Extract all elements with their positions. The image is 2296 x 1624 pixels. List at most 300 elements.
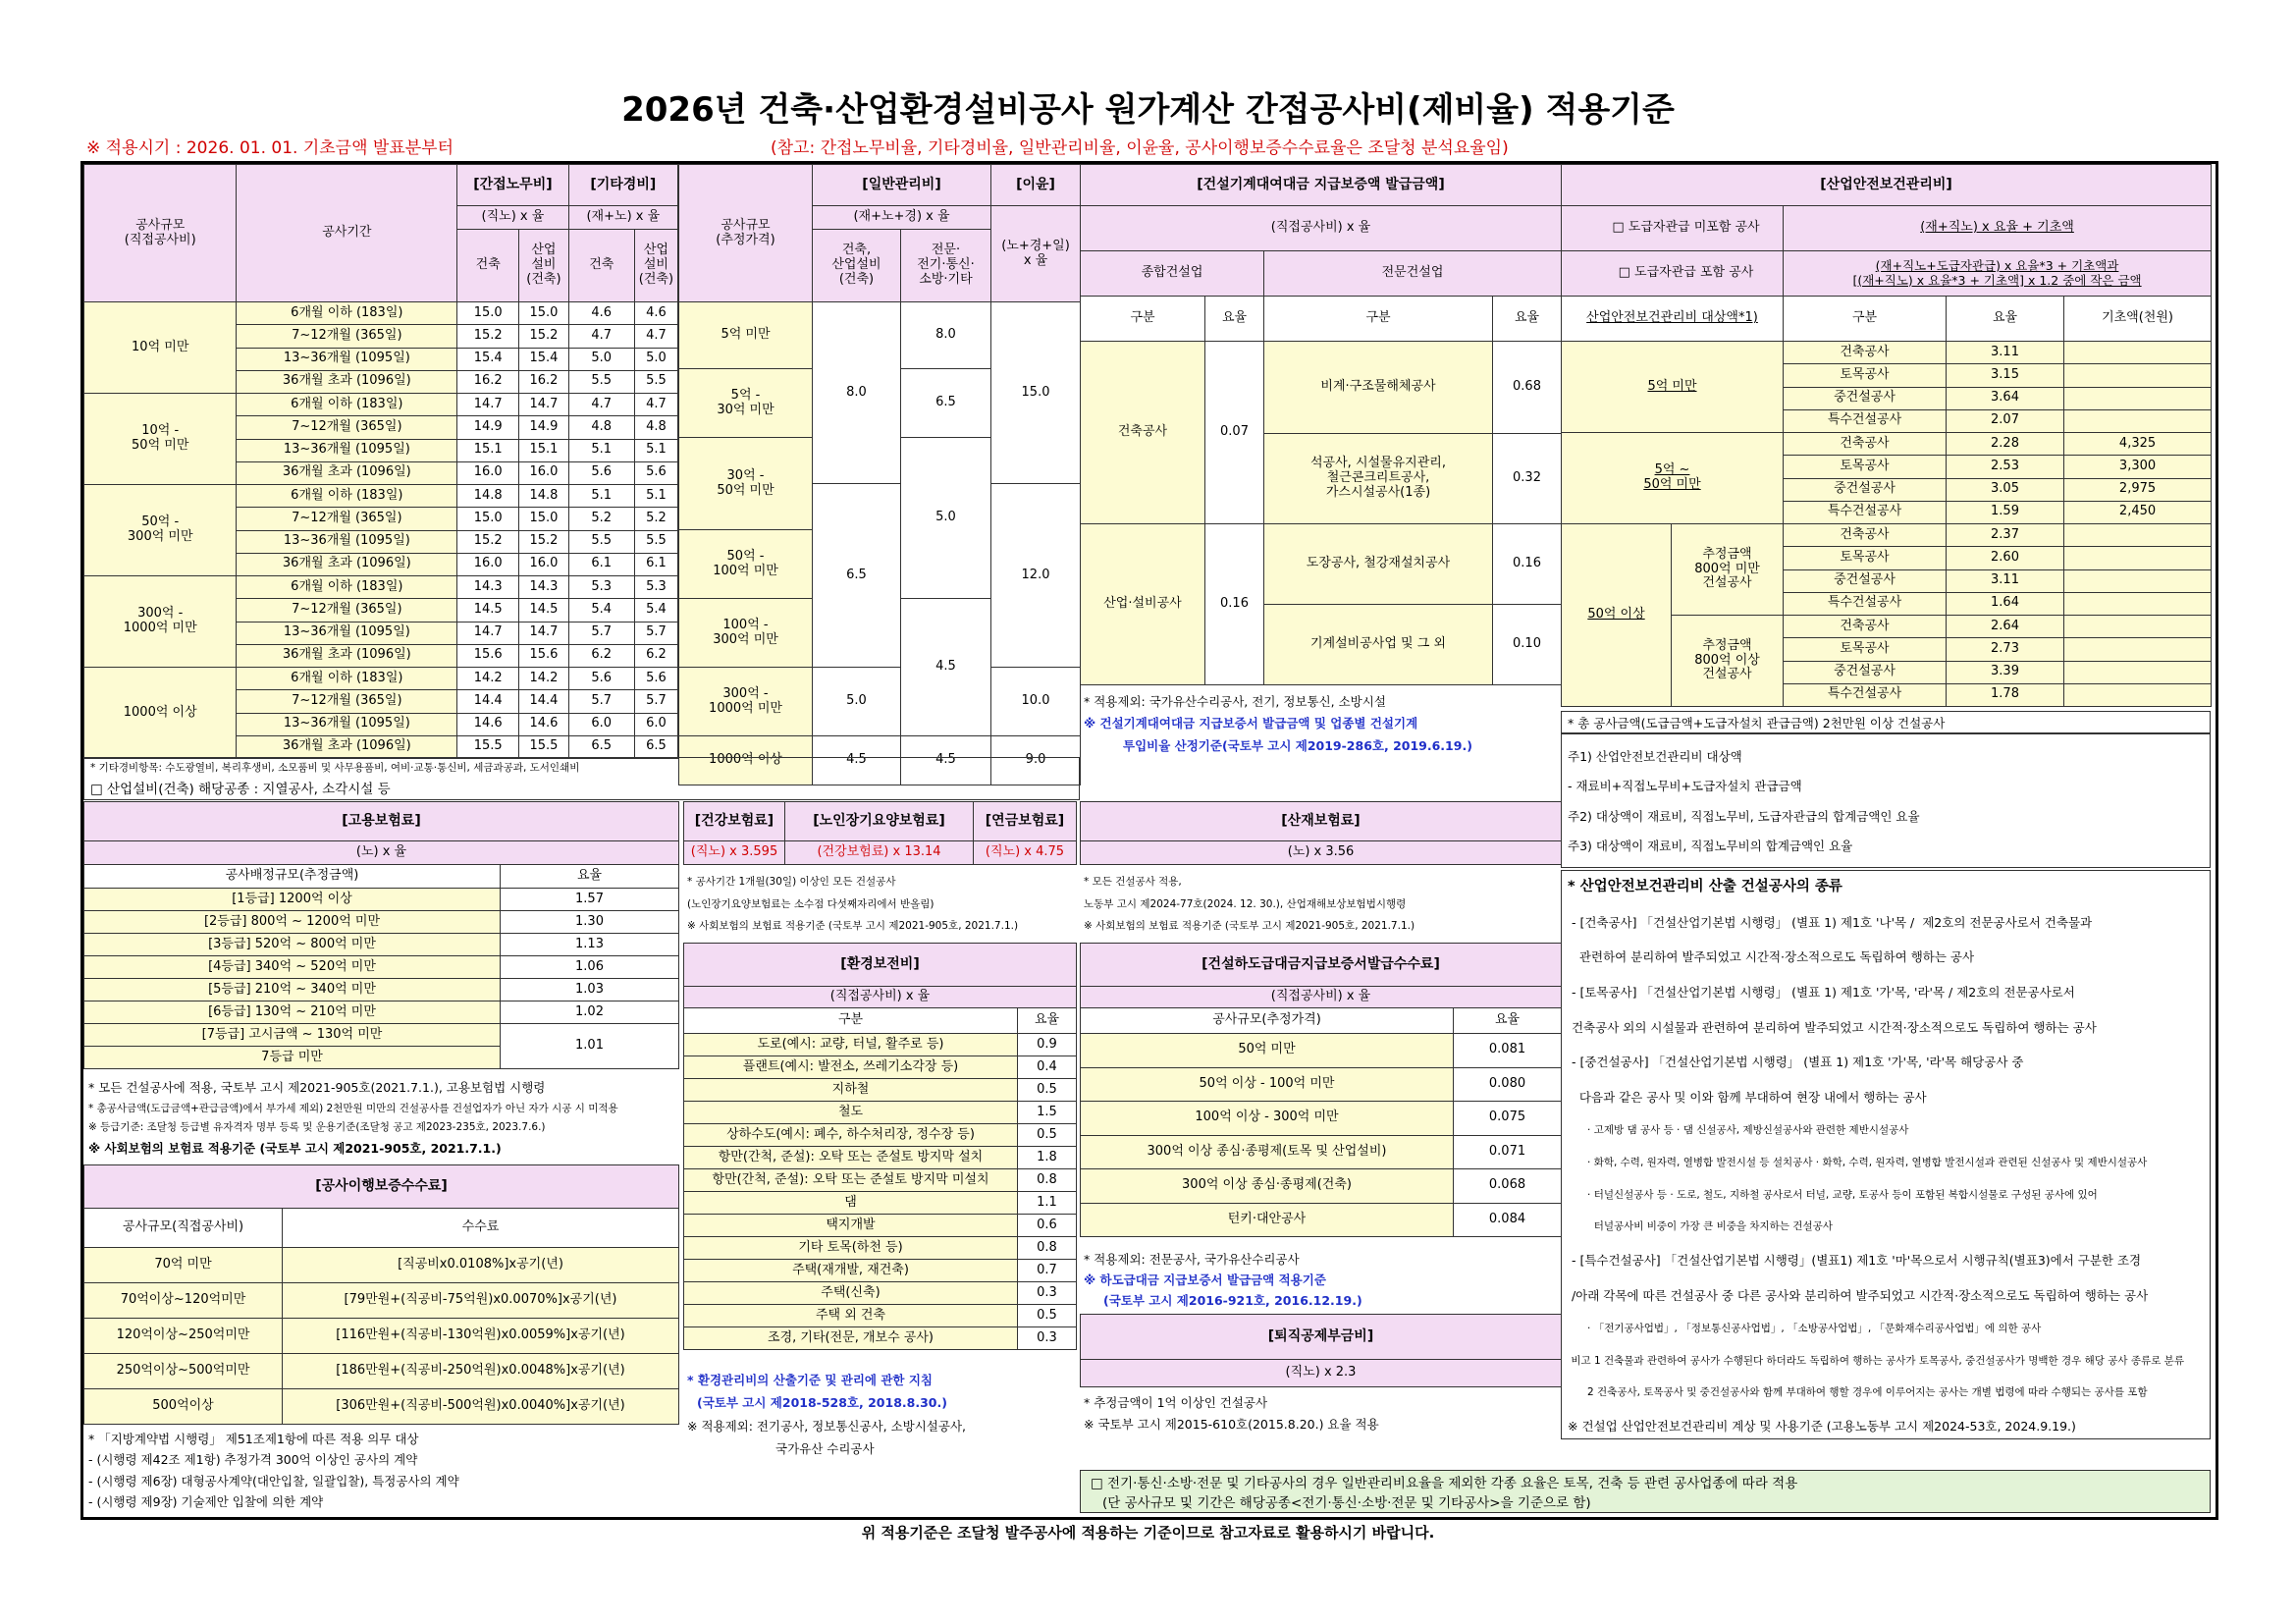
period-cell: 7~12개월 (365일) [237, 690, 457, 713]
safety-case2-formula: (재+직노+도급자관급) x 요율*3 + 기초액과 [(재+직노) x 요율*3 + 기초액] x 1.2 중에 작은 금액 [1784, 251, 2212, 297]
safety-rate: 2.60 [1947, 547, 2064, 569]
safety-base: 4,325 [2064, 433, 2212, 456]
safety-kind: 특수건설공사 [1784, 409, 1947, 432]
env-rate: 0.6 [1018, 1215, 1077, 1237]
safety-kind-line: · 터널신설공사 등 · 도로, 철도, 지하철 공사로서 터널, 교량, 토공사 등이 포함된 복합시설물로 구성된 공사에 있어 [1568, 1188, 2098, 1201]
header-guarantee: [공사이행보증수수료] [84, 1165, 679, 1209]
rate-cell: 5.3 [568, 576, 634, 599]
col-rate: 요율 [501, 865, 679, 889]
machine-plant-rate: 0.16 [1205, 524, 1264, 685]
est-scale: 300억 - 1000억 미만 [679, 668, 813, 736]
header-scale-est: 공사규모 (추정가격) [679, 165, 813, 302]
header-retire: [퇴직공제부금비] [1081, 1315, 1562, 1360]
safety-kind: 특수건설공사 [1784, 683, 1947, 706]
note-line: □ 전기·통신·소방·전문 및 기타공사의 경우 일반관리비요율을 제외한 각종 요율은 토목, 건축 등 관련 공사업종에 따라 적용 [1091, 1475, 1798, 1491]
sub-scale: 300억 이상 종심·종평제(토목 및 산업설비) [1081, 1135, 1454, 1169]
env-rate: 0.3 [1018, 1282, 1077, 1305]
rate-cell: 14.2 [519, 668, 568, 690]
col-gubun: 구분 [1081, 297, 1205, 342]
col-general-construction: 종합건설업 [1081, 251, 1264, 297]
rate-cell: 5.5 [568, 530, 634, 553]
rate-cell: 5.5 [568, 370, 634, 393]
note-line: * 적용제외: 전문공사, 국가유산수리공사 [1084, 1252, 1300, 1267]
col-plant: 산업 설비 (건축) [634, 230, 677, 302]
safety-kind-line: · 화학, 수력, 원자력, 열병합 발전시설 등 설치공사 · 화학, 수력, 원자력, 열병합 발전시설과 관련된 신설공사 및 제반시설공사 [1568, 1157, 2148, 1168]
reference-note: (참고: 간접노무비율, 기타경비율, 일반관리비율, 이윤율, 공사이행보증수수료율은 조달청 분석요율임) [771, 138, 1509, 158]
footer-note: 위 적용기준은 조달청 발주공사에 적용하는 기준이므로 참고자료로 활용하시기 바랍니다. [861, 1524, 1435, 1542]
guarantee-scale: 70억 미만 [84, 1248, 283, 1283]
est-scale: 1000억 이상 [679, 736, 813, 785]
env-rate: 1.8 [1018, 1147, 1077, 1169]
note-line: 투입비율 산정기준(국토부 고시 제2019-286호, 2019.6.19.) [1123, 737, 1472, 753]
header-period: 공사기간 [237, 165, 457, 302]
rate-cell: 5.4 [568, 599, 634, 622]
sub-body [1081, 1034, 1562, 1237]
safety-kind: 특수건설공사 [1784, 592, 1947, 615]
note-line: ※ 사회보험의 보험료 적용기준 (국토부 고시 제2021-905호, 2021.7.1.) [687, 920, 1019, 933]
safety-sub: 추정금액 800억 미만 건설공사 [1672, 524, 1784, 616]
safety-base [2064, 638, 2212, 661]
rate-cell: 15.0 [519, 508, 568, 530]
machine-item-rate: 0.10 [1493, 605, 1562, 685]
formula-employment: (노) x 율 [84, 841, 679, 865]
rate-cell: 4.7 [634, 325, 677, 348]
col-rate: 요율 [1018, 1008, 1077, 1034]
env-kind: 택지개발 [684, 1215, 1018, 1237]
rate-cell: 14.4 [519, 690, 568, 713]
rate-cell: 15.0 [457, 508, 519, 530]
rate-cell: 5.1 [634, 439, 677, 461]
rate-cell: 14.9 [457, 416, 519, 439]
env-kind: 철도 [684, 1102, 1018, 1124]
safety-case1: □ 도급자관급 미포함 공사 [1562, 206, 1784, 251]
est-scale: 30억 - 50억 미만 [679, 438, 813, 530]
safety-kind: 중건설공사 [1784, 569, 1947, 592]
rate-cell: 5.1 [568, 485, 634, 508]
rate-cell: 16.0 [519, 461, 568, 484]
env-rate: 1.5 [1018, 1102, 1077, 1124]
rate-cell: 14.7 [457, 394, 519, 416]
rate-cell: 5.5 [634, 530, 677, 553]
safety-kind: 토목공사 [1784, 456, 1947, 478]
period-cell: 7~12개월 (365일) [237, 508, 457, 530]
rate-cell: 15.0 [457, 302, 519, 325]
guarantee-fee-table [83, 1164, 679, 1425]
formula-etc: (재+노) x 율 [568, 206, 677, 230]
machine-notes [1084, 687, 1559, 758]
rate-cell: 5.0 [634, 348, 677, 370]
employment-grade: [7등급] 고시금액 ~ 130억 미만 [84, 1024, 501, 1047]
guarantee-body [84, 1248, 679, 1425]
employment-rate: 1.02 [501, 1001, 679, 1024]
safety-rate: 2.64 [1947, 616, 2064, 638]
safety-base: 3,300 [2064, 456, 2212, 478]
safety-body [1562, 342, 2212, 707]
col-rate: 요율 [1493, 297, 1562, 342]
col-fee: 수수료 [283, 1209, 679, 1248]
env-kind: 지하철 [684, 1079, 1018, 1102]
env-rate: 0.5 [1018, 1305, 1077, 1327]
col-gubun: 구분 [1264, 297, 1493, 342]
header-sub: [건설하도급대금지급보증서발급수수료] [1081, 944, 1562, 987]
rate-cell: 14.4 [457, 690, 519, 713]
safety-rate: 3.64 [1947, 387, 2064, 409]
note-line: 국가유산 수리공사 [775, 1441, 875, 1457]
general-rate: 4.5 [901, 599, 991, 736]
safety-target: 5억 ~ 50억 미만 [1562, 433, 1784, 524]
env-kind: 주택 외 건축 [684, 1305, 1018, 1327]
safety-kind-line: 비고 1 건축물과 관련하여 공사가 수행된다 하더라도 독립하여 행하는 공사가 토목공사, 중건설공사가 명백한 경우 해당 공사 종류로 분류 [1568, 1354, 2184, 1367]
general-rate: 6.5 [813, 484, 901, 668]
safety-kind-line: 다음과 같은 공사 및 이와 함께 부대하여 현장 내에서 행하는 공사 [1568, 1089, 1927, 1105]
employment-notes [88, 1074, 677, 1161]
note-line: * 모든 건설공사에 적용, 국토부 고시 제2021-905호(2021.7.1.), 고용보험법 시행령 [88, 1080, 546, 1096]
employment-grade: [3등급] 520억 ~ 800억 미만 [84, 934, 501, 956]
note-line: (국토부 고시 제2018-528호, 2018.8.30.) [697, 1395, 947, 1411]
col-scale: 공사규모(추정가격) [1081, 1008, 1454, 1034]
rate-cell: 5.7 [634, 622, 677, 644]
guarantee-scale: 250억이상~500억미만 [84, 1354, 283, 1389]
period-cell: 7~12개월 (365일) [237, 416, 457, 439]
period-cell: 13~36개월 (1095일) [237, 348, 457, 370]
note-line: * 공사기간 1개월(30일) 이상인 모든 건설공사 [687, 875, 896, 888]
general-rate: 5.0 [813, 668, 901, 736]
safety-base [2064, 409, 2212, 432]
safety-kind-line: /아래 각목에 따른 건설공사 중 다른 공사와 분리하여 발주되었고 시간적·장소적으로도 독립하여 행하는 공사 [1568, 1287, 2149, 1303]
note-line: 노동부 고시 제2024-77호(2024. 12. 30.), 산업재해보상보험법시행령 [1084, 897, 1407, 910]
general-rate: 8.0 [901, 302, 991, 369]
environment-cost-table [683, 943, 1077, 1350]
rate-cell: 16.0 [457, 461, 519, 484]
env-rate: 0.5 [1018, 1124, 1077, 1147]
rate-cell: 5.6 [634, 668, 677, 690]
bottom-note [1080, 1470, 2211, 1513]
rate-cell: 5.7 [634, 690, 677, 713]
rate-cell: 14.3 [457, 576, 519, 599]
rate-cell: 4.8 [634, 416, 677, 439]
safety-case2: □ 도급자관급 포함 공사 [1562, 251, 1784, 297]
rate-cell: 4.6 [634, 302, 677, 325]
safety-rate: 3.15 [1947, 364, 2064, 387]
safety-kind: 특수건설공사 [1784, 501, 1947, 523]
col-building: 건축 [457, 230, 519, 302]
machine-item-rate: 0.32 [1493, 434, 1562, 524]
scale-cell: 10억 미만 [84, 302, 237, 394]
header-accident: [산재보험료] [1081, 802, 1562, 841]
env-kind: 조경, 기타(전문, 개보수 공사) [684, 1327, 1018, 1350]
est-scale: 5억 미만 [679, 302, 813, 369]
note-line: * 모든 건설공사 적용, [1084, 875, 1182, 888]
env-kind: 플랜트(예시: 발전소, 쓰레기소각장 등) [684, 1056, 1018, 1079]
rate-cell: 15.2 [519, 325, 568, 348]
safety-rate: 2.37 [1947, 524, 2064, 547]
employment-rate: 1.06 [501, 956, 679, 979]
rate-cell: 16.2 [457, 370, 519, 393]
rate-cell: 4.6 [568, 302, 634, 325]
formula-pension: (직노) x 4.75 [974, 841, 1077, 865]
rate-cell: 6.5 [634, 735, 677, 758]
sub-rate: 0.075 [1454, 1102, 1562, 1136]
rate-cell: 14.7 [519, 622, 568, 644]
note-line: 주3) 대상액이 재료비, 직접노무비의 합계금액인 요율 [1568, 839, 1853, 854]
safety-rate: 1.78 [1947, 683, 2064, 706]
env-rate: 0.9 [1018, 1034, 1077, 1056]
accident-insurance-table [1080, 801, 1562, 865]
period-cell: 6개월 이하 (183일) [237, 668, 457, 690]
col-scale: 공사배정규모(추정금액) [84, 865, 501, 889]
safety-base [2064, 364, 2212, 387]
rate-cell: 6.0 [568, 713, 634, 735]
guarantee-scale: 500억이상 [84, 1389, 283, 1425]
safety-kind: 중건설공사 [1784, 478, 1947, 501]
safety-rate: 3.05 [1947, 478, 2064, 501]
rate-cell: 4.7 [634, 394, 677, 416]
col-rate: 요율 [1454, 1008, 1562, 1034]
rate-cell: 14.7 [519, 394, 568, 416]
rate-cell: 14.2 [457, 668, 519, 690]
safety-base [2064, 569, 2212, 592]
rate-cell: 5.2 [634, 508, 677, 530]
period-cell: 36개월 초과 (1096일) [237, 461, 457, 484]
rate-cell: 5.6 [634, 461, 677, 484]
employment-body [84, 889, 679, 1069]
scale-cell: 1000억 이상 [84, 668, 237, 759]
period-cell: 36개월 초과 (1096일) [237, 735, 457, 758]
machine-building: 건축공사 [1081, 342, 1205, 524]
rate-cell: 14.6 [519, 713, 568, 735]
sub-rate: 0.084 [1454, 1203, 1562, 1237]
col-kind: 구분 [684, 1008, 1018, 1034]
safety-kinds [1561, 870, 2211, 1439]
rate-cell: 15.2 [457, 325, 519, 348]
safety-kind: 토목공사 [1784, 364, 1947, 387]
subcontract-fee-table [1080, 943, 1562, 1237]
safety-base [2064, 387, 2212, 409]
safety-target: 50억 이상 [1562, 524, 1672, 707]
safety-base [2064, 592, 2212, 615]
formula-machine: (직접공사비) x 율 [1081, 206, 1562, 251]
col-rate: 요율 [1947, 297, 2064, 342]
sub-rate: 0.081 [1454, 1034, 1562, 1068]
env-kind: 주택(신축) [684, 1282, 1018, 1305]
safety-base [2064, 661, 2212, 683]
safety-base [2064, 683, 2212, 706]
safety-sub: 추정금액 800억 이상 건설공사 [1672, 616, 1784, 707]
formula-profit: (노+경+일) x 율 [991, 206, 1081, 302]
employment-rate: 1.57 [501, 889, 679, 911]
rate-cell: 5.6 [568, 668, 634, 690]
period-cell: 6개월 이하 (183일) [237, 302, 457, 325]
note-line: ※ 적용제외: 전기공사, 정보통신공사, 소방시설공사, [687, 1418, 966, 1434]
rate-cell: 15.4 [457, 348, 519, 370]
rate-cell: 14.8 [457, 485, 519, 508]
note-line: ※ 하도급대금 지급보증서 발급금액 적용기준 [1084, 1272, 1326, 1287]
period-cell: 6개월 이하 (183일) [237, 485, 457, 508]
rate-cell: 5.7 [568, 690, 634, 713]
note-line: - (시행령 제9장) 기술제안 입찰에 의한 계약 [88, 1494, 324, 1510]
header-env: [환경보전비] [684, 944, 1077, 987]
safety-rate: 3.11 [1947, 342, 2064, 364]
col-scale: 공사규모(직접공사비) [84, 1209, 283, 1248]
note-line: - 재료비+직접노무비+도급자설치 관급금액 [1568, 779, 1802, 794]
header-employment: [고용보험료] [84, 802, 679, 841]
env-rate: 0.7 [1018, 1260, 1077, 1282]
rate-cell: 5.6 [568, 461, 634, 484]
profit-rate: 10.0 [991, 668, 1081, 736]
env-notes [687, 1365, 1076, 1463]
safety-rate: 3.39 [1947, 661, 2064, 683]
machine-plant: 산업·설비공사 [1081, 524, 1205, 685]
note-line: * 추정금액이 1억 이상인 건설공사 [1084, 1394, 1268, 1410]
note-line: ※ 사회보험의 보험료 적용기준 (국토부 고시 제2021-905호, 2021.7.1.) [1084, 920, 1415, 933]
formula-env: (직접공사비) x 율 [684, 987, 1077, 1008]
general-rate: 8.0 [813, 302, 901, 484]
safety-cost-table [1561, 164, 2212, 707]
guarantee-fee: [186만원+(직공비-250억원)x0.0048%]x공기(년) [283, 1354, 679, 1389]
rate-cell: 5.0 [568, 348, 634, 370]
env-kind: 댐 [684, 1192, 1018, 1215]
safety-kind: 건축공사 [1784, 342, 1947, 364]
header-health: [건강보험료] [684, 802, 785, 841]
safety-base [2064, 342, 2212, 364]
header-scale: 공사규모 (직접공사비) [84, 165, 237, 302]
safety-base: 2,975 [2064, 478, 2212, 501]
safety-kinds-note: ※ 건설업 산업안전보건관리비 계상 및 사용기준 (고용노동부 고시 제2024-53호, 2024.9.19.) [1568, 1419, 2076, 1434]
rate-cell: 5.1 [568, 439, 634, 461]
rate-cell: 15.4 [519, 348, 568, 370]
period-cell: 13~36개월 (1095일) [237, 439, 457, 461]
safety-rate: 2.28 [1947, 433, 2064, 456]
env-kind: 기타 토목(하천 등) [684, 1237, 1018, 1260]
machine-item: 석공사, 시설물유지관리, 철근콘크리트공사, 가스시설공사(1종) [1264, 434, 1493, 524]
formula-accident: (노) x 3.56 [1081, 841, 1562, 865]
employment-rate: 1.13 [501, 934, 679, 956]
note-line: * 환경관리비의 산출기준 및 관리에 관한 지침 [687, 1372, 933, 1387]
note-line: * 총 공사금액(도급금액+도급자설치 관급금액) 2천만원 이상 건설공사 [1568, 715, 1946, 731]
guarantee-fee: [306만원+(직공비-500억원)x0.0040%]x공기(년) [283, 1389, 679, 1425]
safety-kind: 중건설공사 [1784, 387, 1947, 409]
machine-item: 비계·구조물해체공사 [1264, 342, 1493, 434]
safety-rate: 1.64 [1947, 592, 2064, 615]
est-scale: 5억 - 30억 미만 [679, 369, 813, 438]
rate-cell: 5.5 [634, 370, 677, 393]
guarantee-fee: [79만원+(직공비-75억원)x0.0070%]x공기(년) [283, 1283, 679, 1319]
safety-base [2064, 616, 2212, 638]
safety-kinds-lines [1568, 895, 2204, 1417]
note-line: - (시행령 제6장) 대형공사계약(대안입찰, 일괄입찰), 특정공사의 계약 [88, 1473, 459, 1489]
employment-rate: 1.30 [501, 911, 679, 934]
env-rate: 1.1 [1018, 1192, 1077, 1215]
note-line: ※ 사회보험의 보험료 적용기준 (국토부 고시 제2021-905호, 2021.7.1.) [88, 1140, 502, 1156]
safety-kind-line: · 고제방 댐 공사 등 · 댐 신설공사, 제방신설공사와 관련한 제반시설공사 [1568, 1124, 1909, 1137]
note-line: 주1) 산업안전보건관리비 대상액 [1568, 748, 1742, 764]
formula-care: (건강보험료) x 13.14 [785, 841, 974, 865]
safety-rate: 3.11 [1947, 569, 2064, 592]
machine-item-rate: 0.68 [1493, 342, 1562, 434]
safety-kind-line: 건축공사 외의 시설물과 관련하여 분리하여 발주되었고 시간적·장소적으로도 독립하여 행하는 공사 [1568, 1019, 2097, 1035]
sub-rate: 0.080 [1454, 1067, 1562, 1102]
general-rate: 6.5 [901, 369, 991, 438]
machine-item: 기계설비공사업 및 그 외 [1264, 605, 1493, 685]
safety-case1-formula: (재+직노) x 요율 + 기초액 [1784, 206, 2212, 251]
col-building: 건축 [568, 230, 634, 302]
profit-rate: 15.0 [991, 302, 1081, 484]
safety-kind: 중건설공사 [1784, 661, 1947, 683]
note-line: (노인장기요양보험료는 소수점 다섯째자리에서 반올림) [687, 897, 934, 910]
formula-health: (직노) x 3.595 [684, 841, 785, 865]
rate-cell: 5.3 [634, 576, 677, 599]
rate-cell: 15.6 [457, 644, 519, 667]
period-cell: 36개월 초과 (1096일) [237, 370, 457, 393]
sub-rate: 0.068 [1454, 1169, 1562, 1204]
scale-cell: 300억 - 1000억 미만 [84, 576, 237, 668]
period-cell: 36개월 초과 (1096일) [237, 553, 457, 575]
health-notes [687, 866, 1076, 941]
health-insurance-table [683, 801, 1077, 865]
safety-base: 2,450 [2064, 501, 2212, 523]
col-rate: 요율 [1205, 297, 1264, 342]
period-cell: 6개월 이하 (183일) [237, 576, 457, 599]
header-machine: [건설기계대여대금 지급보증액 발급금액] [1081, 165, 1562, 206]
rate-cell: 6.1 [634, 553, 677, 575]
safety-kind: 건축공사 [1784, 433, 1947, 456]
general-rate: 5.0 [901, 438, 991, 599]
sub-scale: 300억 이상 종심·종평제(건축) [1081, 1169, 1454, 1204]
scale-cell: 10억 - 50억 미만 [84, 394, 237, 485]
employment-rate: 1.03 [501, 979, 679, 1001]
rate-cell: 6.2 [634, 644, 677, 667]
note-line: ※ 등급기준: 조달청 등급별 유자격자 명부 등록 및 운용기준(조달청 공고 제2023-235호, 2023.7.6.) [88, 1121, 546, 1134]
machine-item-rate: 0.16 [1493, 524, 1562, 605]
safety-base [2064, 547, 2212, 569]
safety-kind-line: 터널공사비 비중이 가장 큰 비중을 차지하는 건설공사 [1568, 1220, 1833, 1233]
rate-cell: 15.5 [457, 735, 519, 758]
env-body [684, 1034, 1077, 1350]
rate-cell: 5.7 [568, 622, 634, 644]
rate-cell: 15.1 [457, 439, 519, 461]
formula-general: (재+노+경) x 율 [813, 206, 991, 230]
header-profit: [이윤] [991, 165, 1081, 206]
formula-retire: (직노) x 2.3 [1081, 1360, 1562, 1387]
col-general-building: 건축, 산업설비 (건축) [813, 230, 901, 302]
guarantee-scale: 120억이상~250억미만 [84, 1319, 283, 1354]
rate-cell: 15.2 [457, 530, 519, 553]
safety-kind-line: - [중건설공사] 「건설산업기본법 시행령」 (별표 1) 제1호 '가'목, '라'목 해당공사 중 [1568, 1055, 2024, 1070]
effective-date-note: ※ 적용시기 : 2026. 01. 01. 기초금액 발표분부터 [86, 138, 454, 158]
rate-cell: 5.4 [634, 599, 677, 622]
safety-kinds-title: * 산업안전보건관리비 산출 건설공사의 종류 [1568, 879, 1842, 894]
est-scale: 50억 - 100억 미만 [679, 530, 813, 599]
rate-cell: 6.2 [568, 644, 634, 667]
period-cell: 7~12개월 (365일) [237, 325, 457, 348]
rate-cell: 15.6 [519, 644, 568, 667]
env-rate: 0.8 [1018, 1237, 1077, 1260]
env-kind: 항만(간척, 준설): 오탁 또는 준설토 방지막 미설치 [684, 1169, 1018, 1192]
rate-cell: 14.7 [457, 622, 519, 644]
indirect-labor-etc-table [83, 164, 678, 759]
machine-item: 도장공사, 철강재설치공사 [1264, 524, 1493, 605]
rate-cell: 15.0 [519, 302, 568, 325]
note-line: ※ 국토부 고시 제2015-610호(2015.8.20.) 요율 적용 [1084, 1417, 1379, 1433]
env-rate: 0.8 [1018, 1169, 1077, 1192]
safety-kind-line: - [건축공사] 「건설산업기본법 시행령」 (별표 1) 제1호 '나'목 / 제2호의 전문공사로서 건축물과 [1568, 914, 2093, 930]
sub-scale: 턴키·대안공사 [1081, 1203, 1454, 1237]
period-cell: 13~36개월 (1095일) [237, 713, 457, 735]
rate-cell: 14.5 [519, 599, 568, 622]
employment-grade: [1등급] 1200억 이상 [84, 889, 501, 911]
retire-notes [1084, 1388, 1559, 1437]
period-cell: 13~36개월 (1095일) [237, 530, 457, 553]
